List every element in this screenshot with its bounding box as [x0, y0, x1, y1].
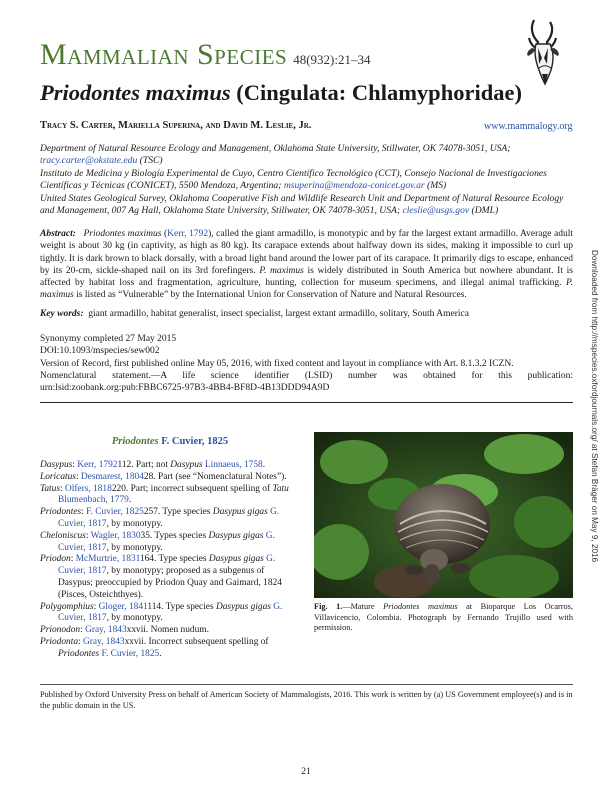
- footer-divider: [40, 684, 573, 685]
- synonym-type-name: Dasypus gigas: [212, 507, 268, 518]
- affiliation-3: [40, 193, 573, 218]
- synonym-citation-link[interactable]: Olfers, 1818: [64, 483, 112, 494]
- synonym-type-name: Dasypus gigas: [215, 601, 271, 612]
- synonym-end: , by monotypy; proposed as a subgenus of Dasypus; preoccupied by Priodon Quay and Gaimard, 1824 (Pisces, Osteichthyes).: [58, 566, 282, 600]
- download-sidebar: [587, 250, 599, 563]
- journal-masthead: [40, 40, 370, 70]
- synonym-type-name: Dasypus: [170, 460, 203, 470]
- synonym-authority-link[interactable]: G. Cuvier, 1817: [58, 507, 280, 529]
- version-of-record: Version of Record, first published online May 05, 2016, with fixed content and layout in compliance with Art. 8.1.3.2 ICZN.: [40, 358, 514, 369]
- affiliation-1-text: Department of Natural Resource Ecology and Management, Oklahoma State University, Stillwater, OK 74078-3051, USA;: [40, 143, 511, 154]
- synonym-authority-link[interactable]: Linnaeus, 1758: [204, 460, 263, 470]
- synonym-authority-link[interactable]: F. Cuvier, 1825: [101, 648, 160, 659]
- publication-metadata: [40, 333, 573, 394]
- synonym-citation-link[interactable]: Gloger, 1841: [98, 601, 148, 612]
- affiliation-1-tag: (TSC): [137, 155, 163, 167]
- synonym-type-name: Tatu: [272, 483, 289, 494]
- synonym-text: 114. Type species: [147, 601, 216, 612]
- synonym-authority-link[interactable]: G. Cuvier, 1817: [58, 530, 275, 553]
- abstract-text-1: ), called the giant armadillo, is monotypic and by far the largest extant armadillo. Average adult weight is about 30 kg (in captivity, as high as 80 kg). Its carapace extends about halfway down its sides, making it impossible to curl up tightly. It is dark brown to black dorsally, with a broad light band around the lower part of its carapace. It primarily digs to escape, enhanced by its 20-cm, sickle-shaped nail on its 3rd forefingers.: [40, 229, 574, 276]
- page-number: 21: [301, 767, 311, 777]
- keywords: [40, 308, 573, 320]
- synonym-text: 220. Part; incorrect subsequent spelling of: [111, 483, 273, 494]
- synonym-text: 112. Part; not: [117, 460, 171, 470]
- abstract-text-2: is widely distributed in South America but nowhere abundant. It is affected by habitat loss and fragmentation, agriculture, hunting, collection for museum specimens, and illegal animal trafficking.: [40, 265, 573, 289]
- synonym-text: 35. Types species: [140, 530, 209, 541]
- journal-citation: 48(932):21–34: [293, 52, 371, 67]
- affiliation-2: [40, 168, 573, 193]
- synonym-entry: Dasypus: Kerr, 1792112. Part; not Dasypus Linnaeus, 1758.: [40, 460, 266, 470]
- synonym-end: .: [262, 460, 266, 470]
- affiliation-2-tag: (MS): [424, 180, 447, 192]
- nomenclatural-statement: Nomenclatural statement.—A life science identifier (LSID) number was obtained for this publication: urn:lsid:zoobank.org:pub:FBBC6725-97B3-4BB4-BF8D-4B13DDD94A9D: [40, 370, 573, 394]
- keywords-text: giant armadillo, habitat generalist, insect specialist, largest extant armadillo, solitary, South America: [88, 309, 469, 319]
- title-species: Priodontes maximus: [40, 80, 231, 105]
- synonym-entry: Tatus: Olfers, 1818220. Part; incorrect subsequent spelling of Tatu Blumenbach, 1779.: [40, 483, 289, 506]
- synonym-entry: Priodonta: Gray, 1843xxvii. Incorrect subsequent spelling of Priodontes F. Cuvier, 1825.: [40, 636, 269, 659]
- genus-name: Priodontes: [111, 436, 159, 447]
- synonym-citation-link[interactable]: McMurtrie, 1831: [75, 554, 140, 565]
- email-link-tsc[interactable]: tracy.carter@okstate.edu: [40, 155, 138, 167]
- footer-text: Published by Oxford University Press on behalf of American Society of Mammalogists, 2016. This work is written by (a) US Government employee(s) and is in the public domain in the US.: [40, 690, 573, 710]
- synonym-citation-link[interactable]: Desmarest, 1804: [80, 471, 144, 482]
- affiliation-3-text: United States Geological Survey, Oklahoma Cooperative Fish and Wildlife Research Unit and Department of Natural Resource Ecology and Management, 007 Ag Hall, Oklahoma State University, Stillwater, OK 74078-3051, USA;: [40, 192, 564, 217]
- abstract-species: Priodontes maximus: [83, 229, 162, 239]
- synonym-entry: Polygomphius: Gloger, 1841114. Type species Dasypus gigas G. Cuvier, 1817, by monotypy.: [40, 601, 283, 624]
- synonym-authority-link[interactable]: G. Cuvier, 1817: [58, 554, 276, 577]
- synonym-authority-link[interactable]: Blumenbach, 1779: [58, 495, 129, 506]
- synonym-type-name: Priodontes: [58, 648, 100, 659]
- synonym-end: .: [128, 495, 132, 506]
- synonym-type-name: Dasypus gigas: [208, 554, 264, 565]
- synonym-text: 28. Part (see “Nomenclatural Notes”).: [143, 471, 287, 482]
- abstract-species-2: P. maximus: [259, 265, 304, 276]
- synonym-text: xxvii. Incorrect subsequent spelling of: [124, 636, 269, 647]
- section-divider: [40, 402, 573, 403]
- synonym-text: 257. Type species: [143, 507, 213, 518]
- author-list: Tracy S. Carter, Mariella Superina, and David M. Leslie, Jr.: [40, 120, 312, 131]
- pronghorn-logo-icon: [520, 18, 570, 90]
- synonym-name: Tatus: [40, 483, 60, 494]
- download-notice: Downloaded from http://mspecies.oxfordjournals.org/ at Stefan Bräger on May 9, 2016: [590, 250, 599, 563]
- synonym-citation-link[interactable]: Kerr, 1792: [77, 460, 118, 470]
- affiliation-3-tag: (DML): [469, 205, 499, 217]
- email-link-dml[interactable]: cleslie@usgs.gov: [402, 205, 470, 217]
- abstract-label: Abstract:: [40, 229, 76, 239]
- keywords-label: Key words:: [40, 309, 84, 319]
- synonym-end: , by monotypy.: [106, 518, 163, 529]
- abstract-text-3: is listed as “Vulnerable” by the International Union for Conservation of Nature and Natural Resources.: [73, 290, 467, 301]
- synonym-citation-link[interactable]: Gray, 1843: [82, 636, 125, 647]
- caption-species: Priodontes maximus: [383, 602, 458, 611]
- synonym-end: , by monotypy.: [106, 542, 163, 553]
- publisher-footer: [40, 690, 573, 712]
- synonym-name: Dasypus: [40, 460, 73, 470]
- caption-post: at Bioparque Los Ocarros, Villavicencio, Colombia. Photograph by Fernando Trujillo used with permission.: [314, 602, 573, 633]
- synonym-name: Loricatus: [40, 471, 76, 482]
- citation-link-kerr[interactable]: Kerr, 1792: [167, 229, 209, 239]
- article-title: [40, 81, 522, 106]
- synonym-text: xxvii. Nomen nudum.: [126, 625, 209, 636]
- genus-heading: [40, 436, 300, 447]
- website-link[interactable]: www.mammalogy.org: [484, 121, 573, 132]
- synonym-text: 164. Type species: [139, 554, 209, 565]
- synonym-end: .: [159, 648, 162, 659]
- figure-caption: [314, 602, 573, 634]
- synonymy-date: Synonymy completed 27 May 2015: [40, 334, 177, 344]
- synonym-citation-link[interactable]: Wagler, 1830: [90, 530, 141, 541]
- armadillo-photo: [314, 432, 573, 598]
- genus-authority-link[interactable]: F. Cuvier, 1825: [161, 436, 229, 447]
- synonym-entry: Loricatus: Desmarest, 180428. Part (see “Nomenclatural Notes”).: [40, 471, 287, 482]
- journal-name: Mammalian Species: [40, 38, 288, 71]
- synonym-citation-link[interactable]: F. Cuvier, 1825: [86, 507, 144, 518]
- synonym-list: [40, 460, 300, 661]
- abstract-species-3: P. maximus: [40, 278, 573, 301]
- synonym-name: Cheloniscus: [40, 530, 86, 541]
- synonym-entry: Prionodon: Gray, 1843xxvii. Nomen nudum.: [40, 625, 209, 636]
- caption-pre: —Mature: [342, 602, 384, 611]
- synonym-authority-link[interactable]: G. Cuvier, 1817: [58, 601, 283, 624]
- synonym-entry: Priodon: McMurtrie, 1831164. Type species Dasypus gigas G. Cuvier, 1817, by monotypy; proposed as a subgenus of Dasypus; preoccupied by Priodon Quay and Gaimard, 1824 (Pisces, Osteichthyes).: [40, 554, 282, 600]
- synonym-name: Priodontes: [40, 507, 82, 518]
- email-link-ms[interactable]: msuperina@mendoza-conicet.gov.ar: [283, 180, 425, 192]
- affiliations: [40, 143, 573, 217]
- synonym-type-name: Dasypus gigas: [208, 530, 264, 541]
- synonym-name: Prionodon: [40, 625, 81, 636]
- doi: DOI:10.1093/mspecies/sew002: [40, 346, 160, 357]
- abstract: Abstract: Priodontes maximus (Kerr, 1792), called the giant armadillo, is monotypic and by far the largest extant armadillo. Average adult weight is about 30 kg (in captivity, as high as 80 kg). Its carapace extends about halfway down its sides, making it impossible to curl up tightly. It is dark brown to black dorsally, with a broad light band around the lower part of its carapace. It primarily digs to escape, enhanced by its 20-cm, sickle-shaped nail on its 3rd forefingers. P. maximus is widely distributed in South America but nowhere abundant. It is affected by habitat loss and fragmentation, agriculture, hunting, collection for museum specimens, and illegal animal trafficking. P. maximus is listed as “Vulnerable” by the International Union for Conservation of Nature and Natural Resources.: [40, 229, 574, 301]
- synonym-name: Priodonta: [40, 636, 79, 647]
- synonym-citation-link[interactable]: Gray, 1843: [85, 625, 127, 636]
- affiliation-2-text: Instituto de Medicina y Biología Experimental de Cuyo, Centro Científico Tecnológico (CCT), Consejo Nacional de Investigaciones Científicas y Técnicas (CONICET), 5500 Mendoza, Argentina;: [40, 167, 547, 192]
- figure-label: Fig. 1.: [314, 602, 343, 611]
- synonym-entry: Cheloniscus: Wagler, 183035. Types species Dasypus gigas G. Cuvier, 1817, by monotypy.: [40, 530, 275, 553]
- synonym-entry: Priodontes: F. Cuvier, 1825257. Type species Dasypus gigas G. Cuvier, 1817, by monotypy.: [40, 507, 280, 529]
- title-rest: (Cingulata: Chlamyphoridae): [230, 80, 522, 105]
- synonym-end: , by monotypy.: [106, 613, 163, 624]
- affiliation-1: [40, 143, 573, 168]
- synonym-name: Priodon: [40, 554, 71, 565]
- synonym-name: Polygomphius: [40, 601, 94, 612]
